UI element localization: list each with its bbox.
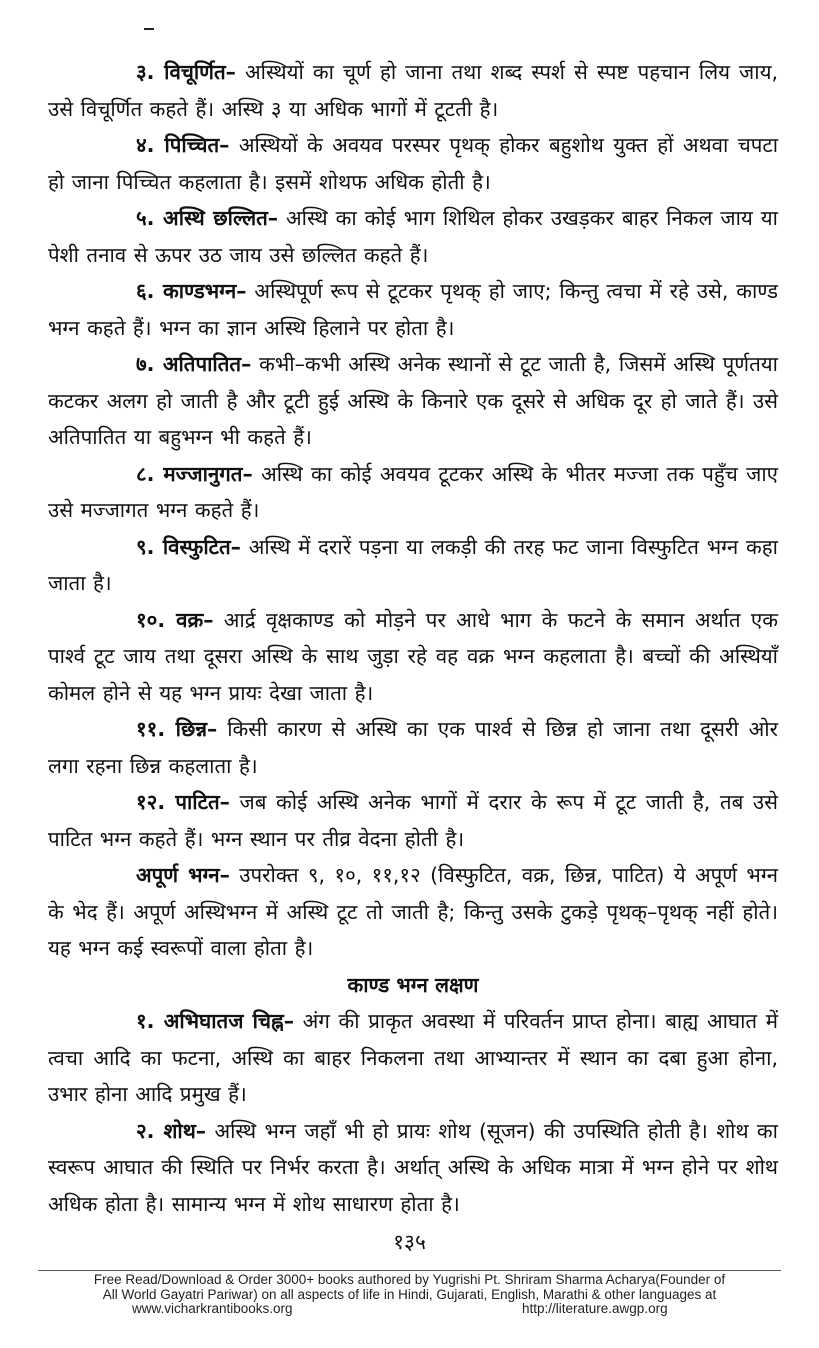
para-vakra [48, 602, 778, 712]
definition: अस्थिपूर्ण रूप से टूटकर पृथक् हो जाए; किन्तु त्वचा में रहे उसे, काण्ड भग्न कहते हैं। भग्न का ज्ञान अस्थि हिलाने पर होता है। [48, 279, 778, 340]
term: १०. वक्र– [136, 607, 214, 632]
definition: अस्थि का कोई अवयव टूटकर अस्थि के भीतर मज्जा तक पहुँच जाए उसे मज्जागत भग्न कहते हैं। [48, 461, 778, 522]
definition: अस्थियों के अवयव परस्पर पृथक् होकर बहुशोथ युक्त हों अथवा चपटा हो जाना पिच्चित कहलाता है। इसमें शोथफ अधिक होती है। [48, 133, 779, 194]
term: १. अभिघातज चिह्न– [136, 1009, 295, 1033]
para-chhinna [48, 711, 778, 784]
footer [38, 1273, 781, 1317]
page-number: १३५ [393, 1230, 426, 1254]
definition: जब कोई अस्थि अनेक भागों में दरार के रूप में टूट जाती है, तब उसे पाटित भग्न कहते हैं। भग्न स्थान पर तीव्र वेदना होती है। [48, 790, 778, 851]
para-kandbhagna [48, 273, 778, 346]
page-body [48, 54, 778, 1222]
awgp-literature-link[interactable]: http://literature.awgp.org [522, 1301, 668, 1316]
para-visphutit [48, 529, 778, 602]
term: ७. अतिपातित– [136, 352, 252, 376]
para-apurna-bhagna [48, 857, 778, 967]
para-majjanugat [48, 456, 778, 529]
term: २. शोथ– [136, 1118, 207, 1143]
definition: कभी–कभी अस्थि अनेक स्थानों से टूट जाती है, जिसमें अस्थि पूर्णतया कटकर अलग हो जाती है और टूटी हुई अस्थि के किनारे एक दूसरे से अधिक दूर हो जाते हैं। उसे अतिपातित या बहुभग्न भी कहते हैं। [48, 352, 778, 449]
para-chhallit [48, 200, 778, 273]
term: ९. विस्फुटित– [136, 534, 241, 559]
term: ११. छिन्न– [136, 717, 218, 741]
para-pichchit [48, 127, 778, 200]
scan-mark [144, 28, 154, 30]
definition: अस्थि का कोई भाग शिथिल होकर उखड़कर बाहर निकल जाय या पेशी तनाव से ऊपर उठ जाय उसे छल्लित कहते हैं। [48, 206, 778, 267]
term: ४. पिच्चित– [136, 133, 230, 157]
footer-line-2: All World Gayatri Pariwar) on all aspects of life in Hindi, Gujarati, English, Marathi & other languages at [102, 1286, 717, 1302]
footer-line-1: Free Read/Download & Order 3000+ books authored by Yugrishi Pt. Shriram Sharma Acharya(Founder of [93, 1272, 726, 1287]
term: अपूर्ण भग्न– [136, 863, 230, 887]
definition: उपरोक्त ९, १०, ११,१२ (विस्फुटित, वक्र, छिन्न, पाटित) ये अपूर्ण भग्न के भेद हैं। अपूर्ण अस्थिभग्न में अस्थि टूट तो जाती है; किन्तु उसके टुकड़े पृथक्–पृथक् नहीं होते। यह भग्न कई स्वरूपों वाला होता है। [48, 863, 778, 960]
definition: किसी कारण से अस्थि का एक पार्श्व से छिन्न हो जाना तथा दूसरी ओर लगा रहना छिन्न कहलाता है। [48, 717, 778, 778]
footer-divider [38, 1270, 781, 1271]
term: ८. मज्जानुगत– [136, 461, 253, 486]
definition: अस्थियों का चूर्ण हो जाना तथा शब्द स्पर्श से स्पष्ट पहचान लिय जाय, उसे विचूर्णित कहते हैं। अस्थि ३ या अधिक भागों में टूटती है। [48, 60, 778, 121]
para-vichurnit [48, 54, 778, 127]
term: १२. पाटित– [136, 790, 230, 814]
term: ३. विचूर्णित– [136, 60, 236, 84]
definition: आर्द्र वृक्षकाण्ड को मोड़ने पर आधे भाग के फटने के समान अर्थात एक पार्श्व टूट जाय तथा दूसरा अस्थि के साथ जुड़ा रहे वह वक्र भग्न कहलाता है। बच्चों की अस्थियाँ कोमल होने से यह भग्न प्रायः देखा जाता है। [48, 607, 778, 705]
definition: अंग की प्राकृत अवस्था में परिवर्तन प्राप्त होना। बाह्य आघात में त्वचा आदि का फटना, अस्थि का बाहर निकलना तथा आभ्यान्तर में स्थान का दबा हुआ होना, उभार होना आदि प्रमुख हैं। [48, 1009, 778, 1106]
definition: अस्थि में दरारें पड़ना या लकड़ी की तरह फट जाना विस्फुटित भग्न कहा जाता है। [48, 534, 778, 595]
para-patit [48, 784, 778, 857]
term: ६. काण्डभग्न– [136, 279, 247, 303]
para-atipatit [48, 346, 778, 456]
section-heading: काण्ड भग्न लक्षण [347, 972, 479, 997]
definition: अस्थि भग्न जहाँ भी हो प्रायः शोथ (सूजन) की उपस्थिति होती है। शोथ का स्वरूप आघात की स्थिति पर निर्भर करता है। अर्थात् अस्थि के अधिक मात्रा में भग्न होने पर शोथ अधिक होता है। सामान्य भग्न में शोथ साधारण होता है। [48, 1118, 778, 1216]
para-abhighataj [48, 1003, 778, 1113]
term: ५. अस्थि छल्लित– [136, 206, 279, 230]
vicharkranti-link[interactable]: www.vicharkrantibooks.org [132, 1301, 293, 1316]
footer-links [38, 1302, 781, 1317]
para-shoth [48, 1113, 778, 1223]
